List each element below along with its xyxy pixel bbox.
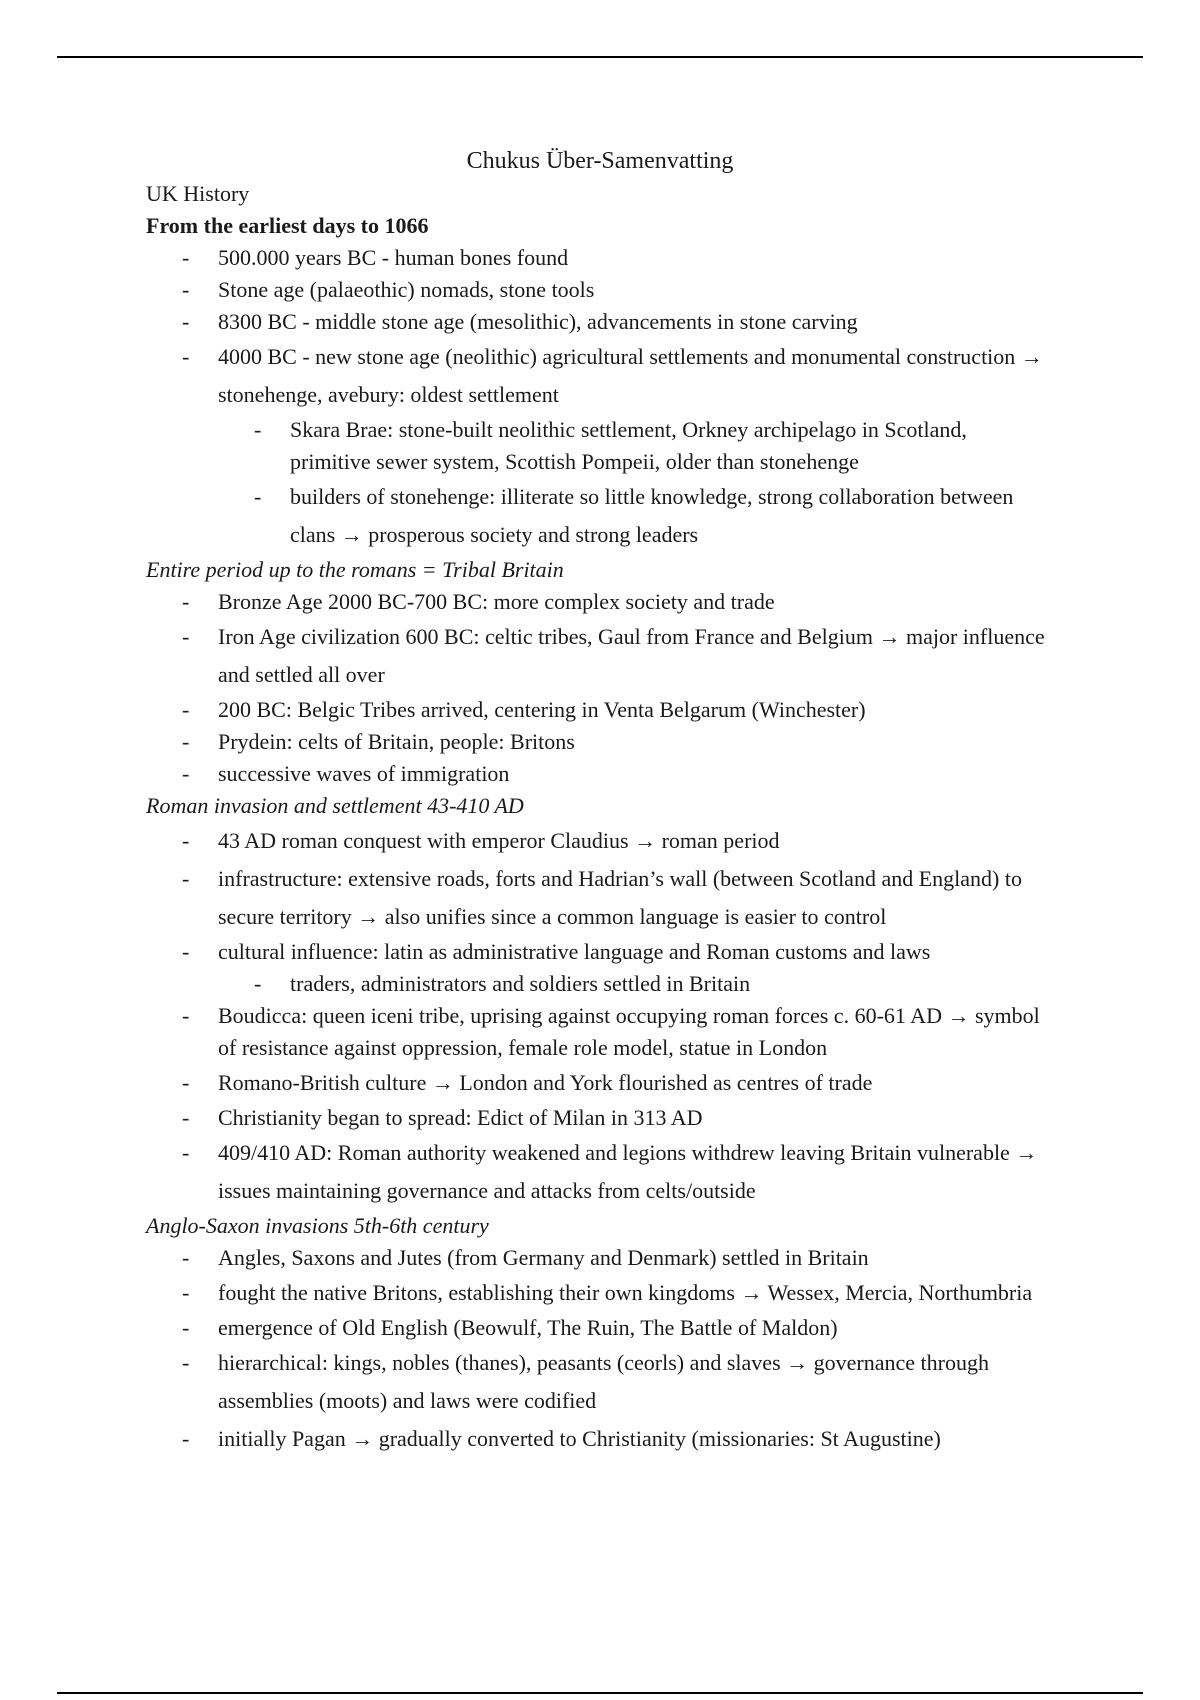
document-body — [0, 144, 1200, 1458]
list-item: - initially Pagan → gradually converted to Christianity (missionaries: St Augustine) — [0, 1420, 1200, 1458]
section-title-roman: Roman invasion and settlement 43-410 AD — [146, 793, 524, 818]
list-item: - 409/410 AD: Roman authority weakened and legions withdrew leaving Britain vulnerable → issues maintaining governance and attacks from celts/outside — [0, 1134, 1200, 1210]
sub-list-item: - Skara Brae: stone-built neolithic settlement, Orkney archipelago in Scotland, primitive sewer system, Scottish Pompeii, older than stonehenge — [218, 414, 1050, 478]
bottom-rule — [57, 1692, 1143, 1694]
list-item — [0, 338, 1200, 554]
section-title-tribal: Entire period up to the romans = Tribal Britain — [146, 557, 564, 582]
list-item: - 43 AD roman conquest with emperor Claudius → roman period — [0, 822, 1200, 860]
list-item: - Romano-British culture → London and York flourished as centres of trade — [0, 1064, 1200, 1102]
list-item-text: 4000 BC - new stone age (neolithic) agricultural settlements and monumental construction → stonehenge, avebury: oldest settlement — [218, 344, 1043, 407]
sub-list — [218, 968, 1050, 1000]
prehistory-list — [0, 242, 1200, 554]
list-item: - Angles, Saxons and Jutes (from Germany and Denmark) settled in Britain — [0, 1242, 1200, 1274]
sub-list-item: - traders, administrators and soldiers settled in Britain — [218, 968, 1050, 1000]
tribal-list — [0, 586, 1200, 790]
section-title-anglo-saxon: Anglo-Saxon invasions 5th-6th century — [146, 1213, 489, 1238]
top-rule — [57, 56, 1143, 58]
sub-list-item: - builders of stonehenge: illiterate so little knowledge, strong collaboration between clans → prosperous society and strong leaders — [218, 478, 1050, 554]
list-item: - fought the native Britons, establishing their own kingdoms → Wessex, Mercia, Northumbria — [0, 1274, 1200, 1312]
list-item: - 500.000 years BC - human bones found — [0, 242, 1200, 274]
list-item: - 200 BC: Belgic Tribes arrived, centering in Venta Belgarum (Winchester) — [0, 694, 1200, 726]
roman-list — [0, 822, 1200, 1210]
list-item: - Iron Age civilization 600 BC: celtic tribes, Gaul from France and Belgium → major influence and settled all over — [0, 618, 1200, 694]
list-item: - Stone age (palaeothic) nomads, stone tools — [0, 274, 1200, 306]
list-item: - Christianity began to spread: Edict of Milan in 313 AD — [0, 1102, 1200, 1134]
list-item: - Bronze Age 2000 BC-700 BC: more complex society and trade — [0, 586, 1200, 618]
main-heading: From the earliest days to 1066 — [146, 213, 429, 238]
list-item-text: cultural influence: latin as administrative language and Roman customs and laws — [218, 939, 931, 964]
sub-list — [218, 414, 1050, 554]
document-title: Chukus Über-Samenvatting — [466, 148, 734, 174]
list-item: - emergence of Old English (Beowulf, The Ruin, The Battle of Maldon) — [0, 1312, 1200, 1344]
list-item: - 8300 BC - middle stone age (mesolithic), advancements in stone carving — [0, 306, 1200, 338]
list-item: - Prydein: celts of Britain, people: Britons — [0, 726, 1200, 758]
subject-label: UK History — [146, 181, 250, 206]
anglo-saxon-list — [0, 1242, 1200, 1458]
list-item: - hierarchical: kings, nobles (thanes), peasants (ceorls) and slaves → governance through assemblies (moots) and laws were codified — [0, 1344, 1200, 1420]
list-item: - successive waves of immigration — [0, 758, 1200, 790]
list-item — [0, 936, 1200, 1000]
list-item: - Boudicca: queen iceni tribe, uprising against occupying roman forces c. 60-61 AD → symbol of resistance against oppression, female role model, statue in London — [0, 1000, 1200, 1064]
list-item: - infrastructure: extensive roads, forts and Hadrian’s wall (between Scotland and England) to secure territory → also unifies since a common language is easier to control — [0, 860, 1200, 936]
